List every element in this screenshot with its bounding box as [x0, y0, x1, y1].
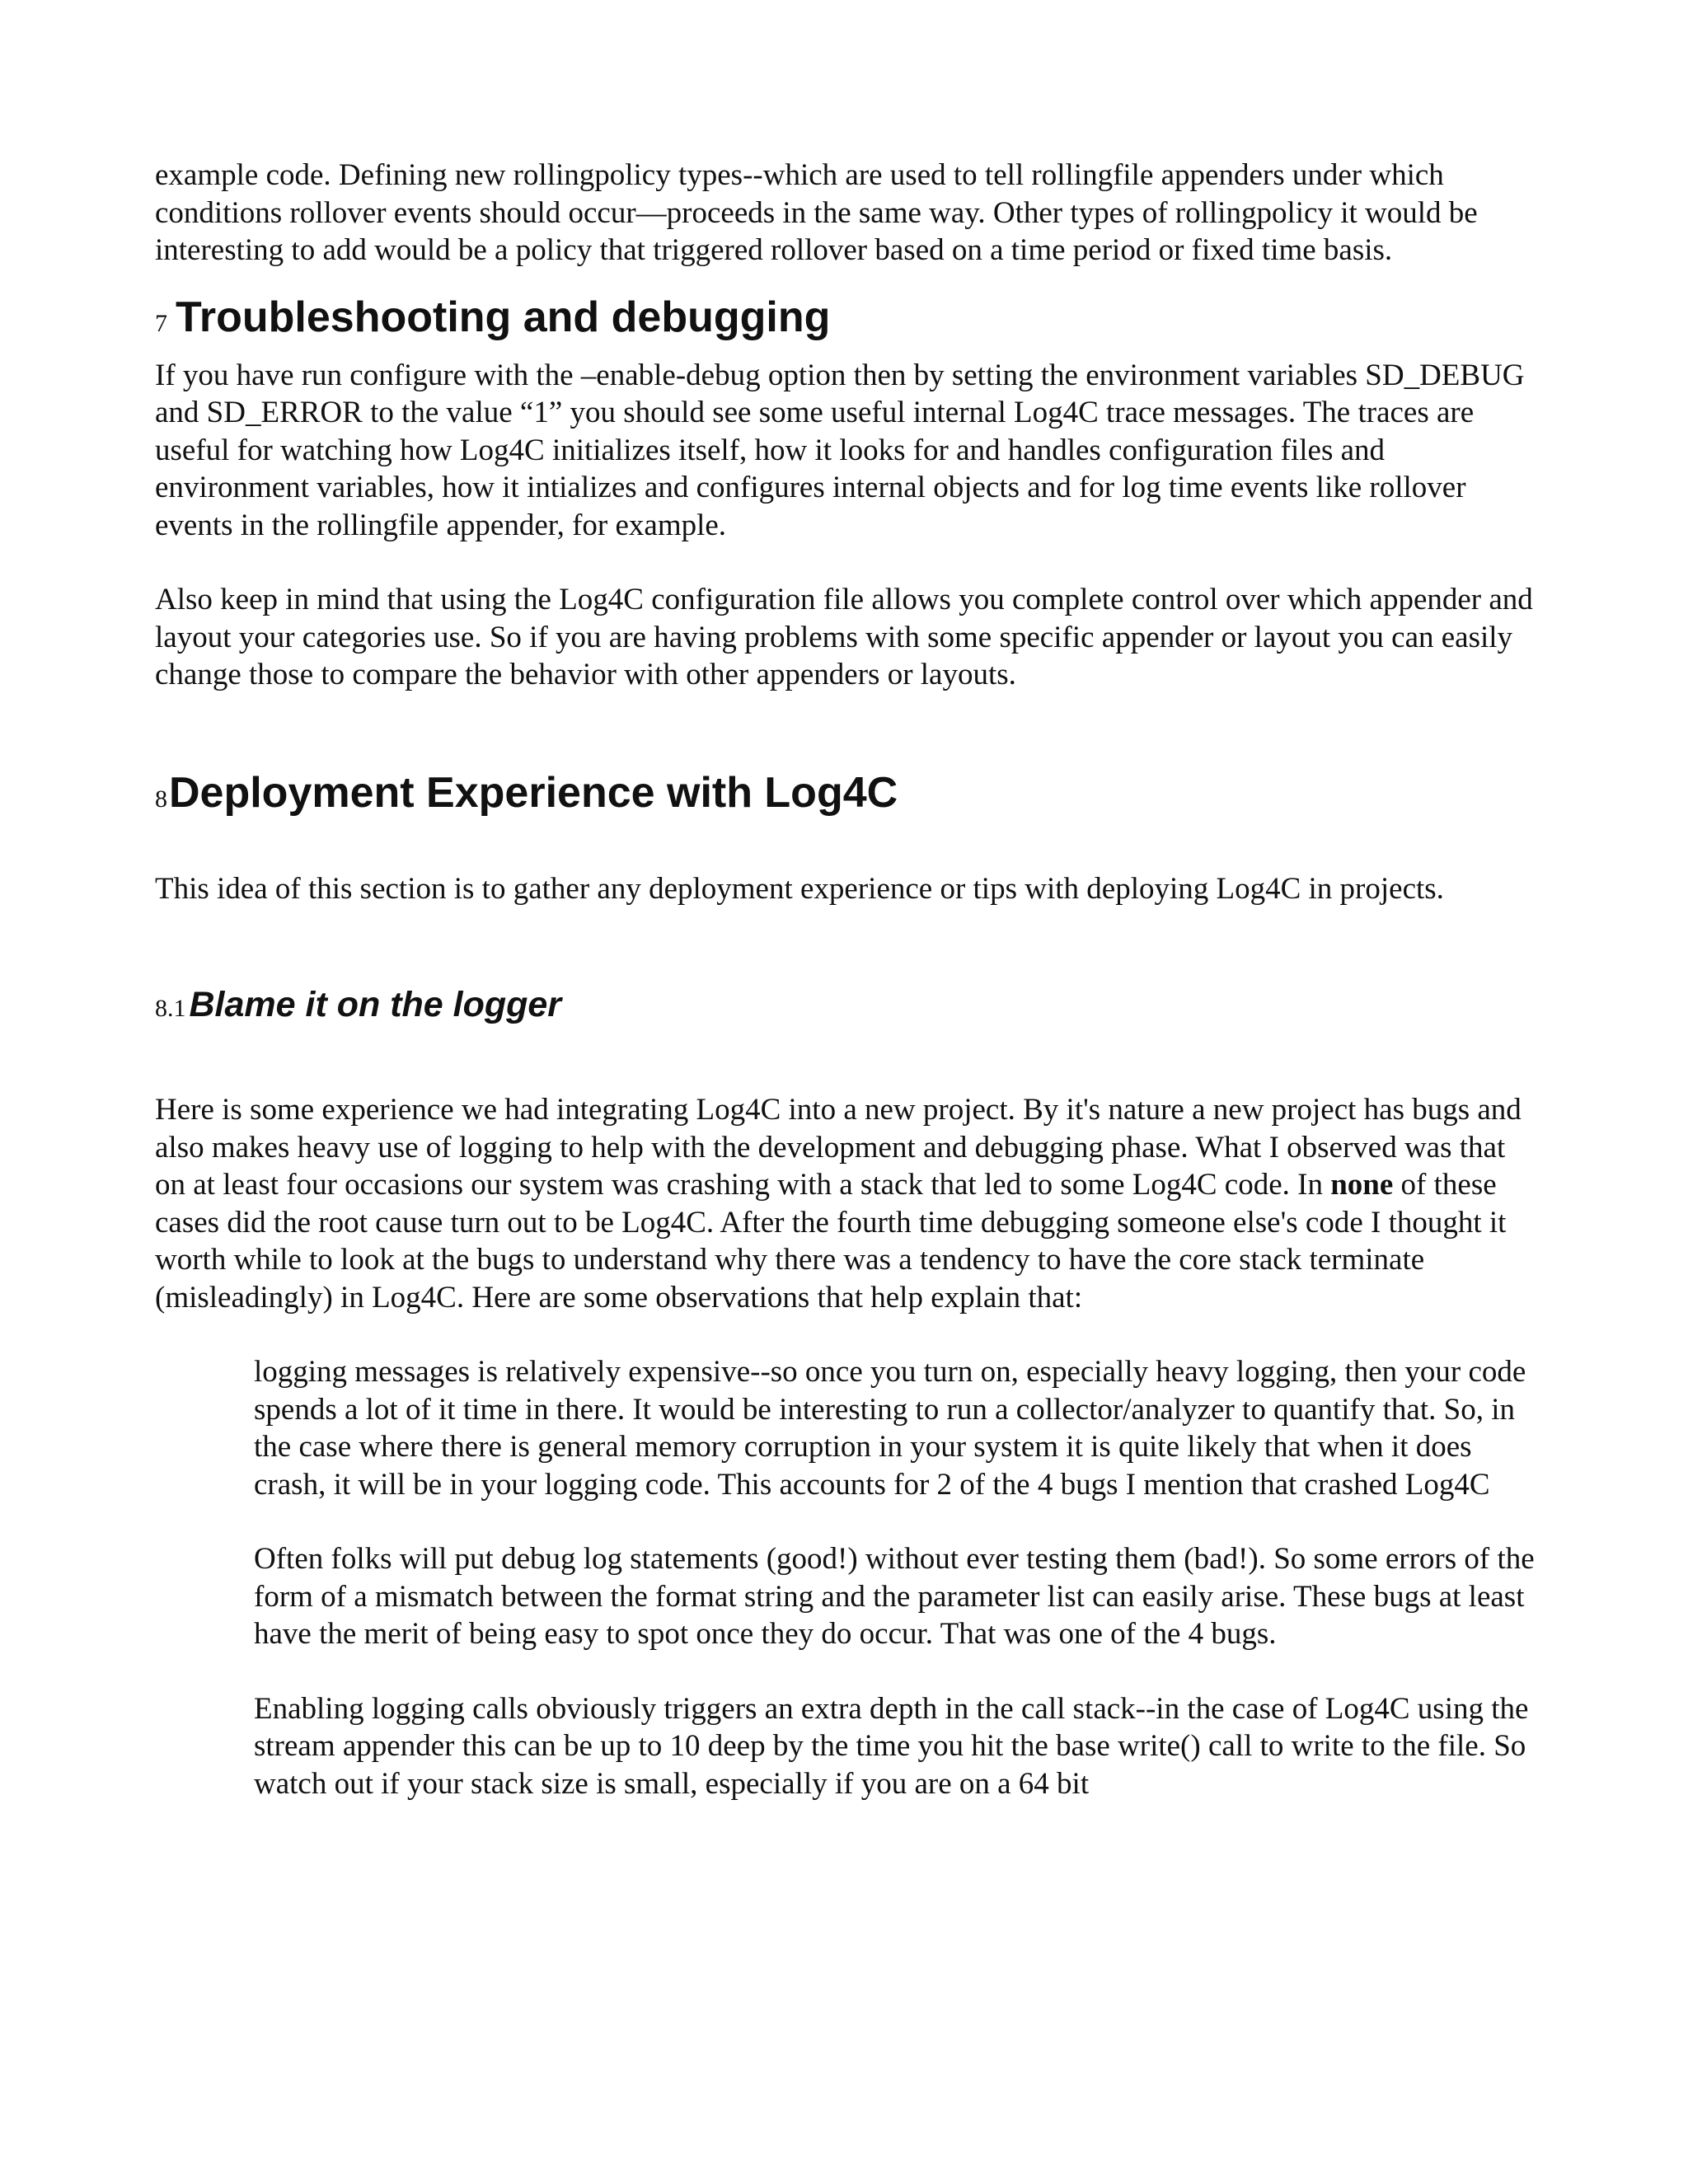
observation-item: Enabling logging calls obviously triggers an extra depth in the call stack--in the case of Log4C using the stream appender this can be up to 10 deep by the time you hit the base write() call to write to the file. So watch out if your stack size is small, especially if you are on a 64 bit — [254, 1691, 1529, 1801]
section-8-1-heading — [155, 983, 1540, 1030]
section-8-title: Deployment Experience with Log4C — [169, 768, 898, 817]
section-7-paragraph-2: Also keep in mind that using the Log4C configuration file allows you complete control over which appender and layout your categories use. So if you are having problems with some specific appender or layout you can easily change those to compare the behavior with other appenders or layouts. — [155, 583, 1533, 691]
section-8-1-text-after: of these cases did the root cause turn out to be Log4C. After the fourth time debugging someone else's code I thought it worth while to look at the bugs to understand why there was a tendency to have the core stack terminate (misleadingly) in Log4C. Here are some observations that help explain that: — [155, 1168, 1507, 1315]
observation-item: Often folks will put debug log statements (good!) without ever testing them (bad!). So some errors of the form of a mismatch between the format string and the parameter list can easily arise. These bugs at least have the merit of being easy to spot once they do occur. That was one of the 4 bugs. — [254, 1542, 1535, 1651]
section-7-paragraph-1: If you have run configure with the –enable-debug option then by setting the environment variables SD_DEBUG and SD_ERROR to the value “1” you should see some useful internal Log4C trace messages. The traces are useful for watching how Log4C initializes itself, how it looks for and handles configuration files and environment variables, how it intializes and configures internal objects and for log time events like rollover events in the rollingfile appender, for example. — [155, 358, 1525, 542]
section-7-heading — [155, 293, 1540, 349]
section-8-heading — [155, 768, 1540, 824]
section-8-1-paragraph — [155, 1091, 1540, 1316]
section-8-1-number: 8.1 — [155, 995, 186, 1022]
section-7-title: Troubleshooting and debugging — [176, 293, 831, 341]
section-7-number: 7 — [155, 309, 167, 337]
observation-item: logging messages is relatively expensive--so once you turn on, especially heavy logging, then your code spends a lot of it time in there. It would be interesting to run a collector/analyzer to quantify that. So, in the case where there is general memory corruption in your system it is quite likely that when it does crash, it will be in your logging code. This accounts for 2 of the 4 bugs I mention that crashed Log4C — [254, 1355, 1526, 1502]
section-8-1-text-before: Here is some experience we had integrating Log4C into a new project. By it's nature a new project has bugs and also makes heavy use of logging to help with the development and debugging phase. What I observed was that on at least four occasions our system was crashing with a stack that led to some Log4C code. In — [155, 1093, 1522, 1202]
intro-paragraph: example code. Defining new rollingpolicy types--which are used to tell rollingfile appenders under which conditions rollover events should occur—proceeds in the same way. Other types of rollingpolicy it would be interesting to add would be a policy that triggered rollover based on a time period or fixed time basis. — [155, 158, 1478, 267]
section-8-1-title: Blame it on the logger — [189, 985, 562, 1024]
section-8-paragraph: This idea of this section is to gather any deployment experience or tips with deploying Log4C in projects. — [155, 871, 1444, 906]
section-8-number: 8 — [155, 785, 167, 813]
document-page — [155, 157, 1540, 1802]
section-8-1-bold-word: none — [1330, 1168, 1394, 1202]
